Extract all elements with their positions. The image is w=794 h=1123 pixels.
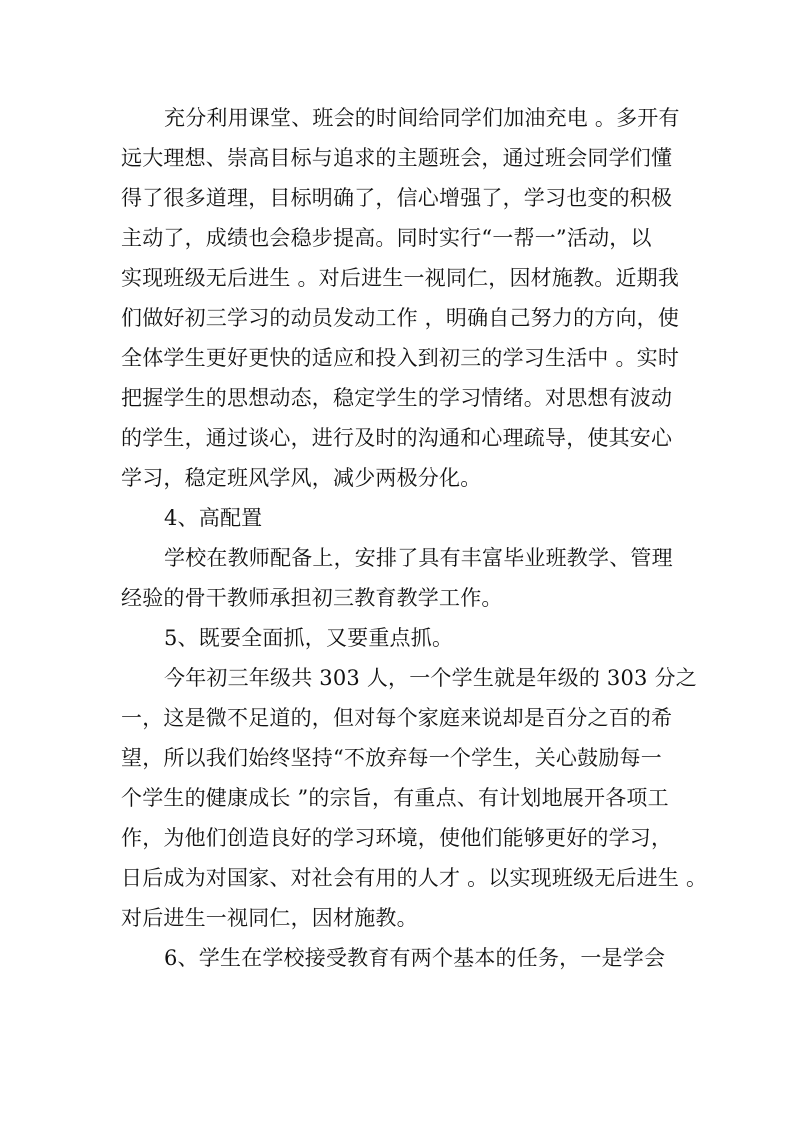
text-line — [0, 178, 794, 218]
line-text: 主动了，成绩也会稳步提高。同时实行“一帮一”活动，以 — [121, 226, 652, 250]
line-text: 今年初三年级共 303 人，一个学生就是年级的 303 分之 — [164, 666, 697, 690]
line-text: 个学生的健康成长 ”的宗旨，有重点、有计划地展开各项工 — [121, 786, 669, 810]
text-line — [0, 298, 794, 338]
text-line — [0, 538, 794, 578]
text-line — [0, 698, 794, 738]
text-line — [0, 418, 794, 458]
line-text: 日后成为对国家、对社会有用的人才 。以实现班级无后进生 。 — [121, 866, 708, 890]
line-text: 学校在教师配备上，安排了具有丰富毕业班教学、管理 — [164, 546, 673, 570]
line-text: 5、既要全面抓，又要重点抓。 — [164, 626, 454, 650]
text-line — [0, 658, 794, 698]
line-text: 远大理想、崇高目标与追求的主题班会，通过班会同学们懂 — [121, 146, 673, 170]
text-line — [0, 98, 794, 138]
text-line — [0, 138, 794, 178]
line-text: 得了很多道理，目标明确了，信心增强了，学习也变的积极 — [121, 186, 673, 210]
line-text: 全体学生更好更快的适应和投入到初三的学习生活中 。实时 — [121, 346, 680, 370]
line-text: 充分利用课堂、班会的时间给同学们加油充电 。多开有 — [164, 106, 680, 130]
line-text: 作，为他们创造良好的学习环境，使他们能够更好的学习， — [121, 826, 673, 850]
text-line — [0, 378, 794, 418]
section-heading — [0, 938, 794, 978]
section-heading — [0, 498, 794, 538]
section-heading — [0, 618, 794, 658]
text-line — [0, 738, 794, 778]
text-line — [0, 898, 794, 938]
line-text: 学习，稳定班风学风，减少两极分化。 — [121, 466, 482, 490]
text-line — [0, 258, 794, 298]
text-line — [0, 218, 794, 258]
line-text: 的学生，通过谈心，进行及时的沟通和心理疏导，使其安心 — [121, 426, 673, 450]
line-text: 望，所以我们始终坚持“不放弃每一个学生，关心鼓励每一 — [121, 746, 662, 770]
line-text: 们做好初三学习的动员发动工作 ，明确自己努力的方向，使 — [121, 306, 680, 330]
line-text: 6、学生在学校接受教育有两个基本的任务，一是学会 — [164, 946, 666, 970]
text-line — [0, 458, 794, 498]
text-line — [0, 858, 794, 898]
text-line — [0, 338, 794, 378]
line-text: 对后进生一视同仁，因材施教。 — [121, 906, 418, 930]
line-text: 4、高配置 — [164, 506, 263, 530]
text-line — [0, 818, 794, 858]
line-text: 一，这是微不足道的，但对每个家庭来说却是百分之百的希 — [121, 706, 673, 730]
line-text: 经验的骨干教师承担初三教育教学工作。 — [121, 586, 503, 610]
line-text: 实现班级无后进生 。对后进生一视同仁，因材施教。近期我 — [121, 266, 680, 290]
text-line — [0, 578, 794, 618]
text-line — [0, 778, 794, 818]
line-text: 把握学生的思想动态，稳定学生的学习情绪。对思想有波动 — [121, 386, 673, 410]
